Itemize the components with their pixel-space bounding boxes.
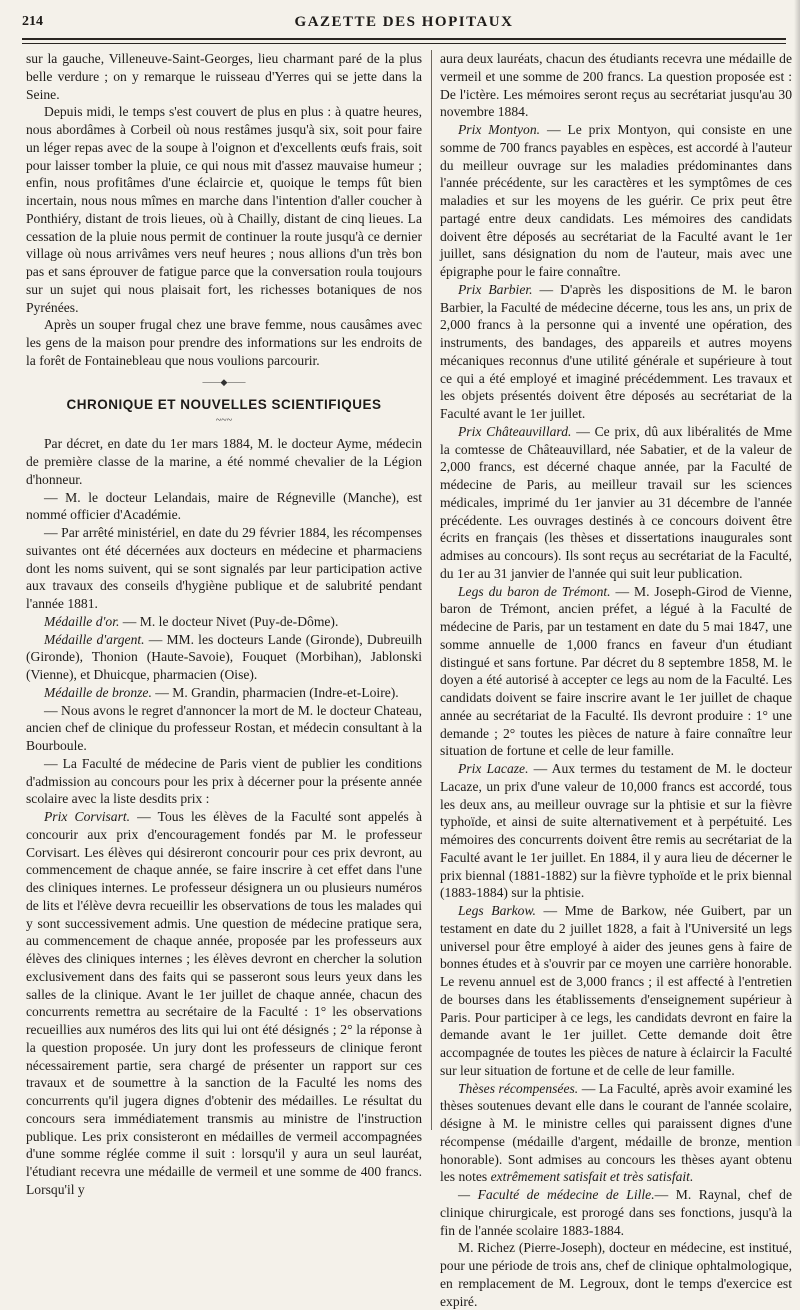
italic-label: Médaille d'or. (44, 613, 120, 629)
paragraph (26, 808, 422, 1199)
paragraph: Depuis midi, le temps s'est couvert de plus en plus : à quatre heures, nous abordâmes à Corbeil où nous restâmes jusqu'à six, soit pour faire un léger repas avec de la soupe à l'oignon et d'excellents œufs frais, soit pour laisser tomber la pluie, ce qui nous mit d'assez mauvaise humeur ; enfin, nous profitâmes d'une éclaircie et, quoique le temps fût bien incertain, nous nous mîmes en marche dans l'intention d'aller coucher à Ponthiéry, distant de trois lieues, où à Chailly, distant de cinq lieues. La cessation de la pluie nous permit de continuer la route jusqu'à ce dernier village où nous arrivâmes vers neuf heures ; nous allions d'un très bon pas et sans éprouver de fatigue parce que la conversation roula toujours sur un sujet qui nous plaisait fort, les richesses botaniques de nos Pyrénées. (26, 104, 422, 315)
paragraph (26, 684, 422, 702)
italic-label: Prix Montyon. (458, 122, 541, 137)
paragraph: — M. le docteur Lelandais, maire de Régneville (Manche), est nommé officier d'Académie. (26, 489, 422, 523)
section-ornament: ——◆—— (202, 376, 246, 387)
paragraph (26, 613, 422, 631)
page-edge-shadow (794, 0, 800, 1146)
paragraph (440, 583, 792, 761)
italic-label: Prix Corvisart. (44, 809, 131, 824)
paragraph-text: — D'après les dispositions de M. le baron Barbier, la Faculté de médecine décerne, tous les ans, un prix de 2,000 francs à la personne qui a inventé une opération, des instruments, des bandages, des appareils et autres moyens mécaniques reconnus d'une utilité générale et supérieure à tout ce qui a été employé et imaginé précédemment. Les travaux et les objets présentés doivent être déposés au secrétariat de la Faculté avant le 1er juillet. (440, 281, 793, 421)
italic-label: Médaille de bronze. (44, 684, 152, 700)
paragraph: Par décret, en date du 1er mars 1884, M. le docteur Ayme, médecin de première classe de la marine, a été nommé chevalier de la Légion d'honneur. (26, 436, 422, 487)
paragraph-text: — Mme de Barkow, née Guibert, par un testament en date du 2 juillet 1828, a fait à l'Université un legs universel pour être employé à aider des jeunes gens à faire de bonnes études et à s'ouvrir par ce moyen une carrière honorable. Le revenu annuel est de 3,000 francs ; il est affecté à l'entretien de bourses dans les établissements d'enseignement supérieur à Paris. Pour participer à ce legs, les candidats devront en faire la demande avant le 1er juillet. Cette demande doit être accompagnée de toutes les pièces de nature à éclaircir la Faculté sur leur situation de fortune et de celle de leur famille. (440, 903, 792, 1078)
header-rule-thin (22, 43, 786, 44)
section-title: CHRONIQUE ET NOUVELLES SCIENTIFIQUES (66, 396, 382, 412)
italic-label: Legs Barkow. (458, 903, 536, 918)
paragraph-text: — Aux termes du testament de M. le docteur Lacaze, un prix d'une valeur de 10,000 francs est accordé, tous les deux ans, au meilleur ouvrage sur la phtisie et sur la fièvre typhoïde, et ainsi de suite alternativement et à perpétuité. Les mémoires des concurrents doivent être remis au secrétariat de la Faculté avant le 1er juillet. En 1884, il y aura lieu de décerner le prix biennal (1881-1882) sur la fièvre typhoïde et le prix biennal (1883-1884) sur la phtisie. (440, 761, 792, 901)
paragraph (440, 281, 792, 423)
italic-label: Prix Barbier. (458, 281, 533, 297)
title-ornament: ~~~ (215, 415, 233, 427)
paragraph: Après un souper frugal chez une brave femme, nous causâmes avec les gens de la maison pour prendre des informations sur les endroits de la forêt de Fontainebleau que nous voulions parcourir. (26, 317, 422, 368)
paragraph (440, 902, 792, 1080)
paragraph-text: — La Faculté, après avoir examiné les thèses soutenues devant elle dans le courant de l'année scolaire, désigne à M. le ministre celles qui paraissent dignes d'une récompense (médaille d'argent, médaille de bronze, mention honorable). Sont admises au concours les thèses ayant obtenu les notes (440, 1080, 792, 1185)
paragraph-text: — M. Joseph-Girod de Vienne, baron de Trémont, ancien préfet, a légué à la Faculté de médecine de Paris, par un testament en date du 5 mai 1847, une somme annuelle de 1,000 francs en faveur d'un étudiant distingué et sans fortune. Par décret du 8 septembre 1858, M. le doyen a été autorisé à accepter ce legs au nom de la Faculté. Les candidats doivent se faire inscrire avant le 1er juillet de chaque année au secrétariat de la Faculté. Ils devront produire : 1° une demande ; 2° toutes les pièces de nature à faire connaître leur situation de fortune et celle de leur famille. (440, 583, 792, 759)
italic-text: extrêmement satisfait et très satisfait. (490, 1169, 694, 1185)
paragraph: M. Richez (Pierre-Joseph), docteur en médecine, est institué, pour une période de trois ans, chef de clinique ophtalmologique, en remplacement de M. Legroux, dont le temps d'exercice est expiré. (440, 1240, 792, 1309)
paragraph: — La Faculté de médecine de Paris vient de publier les conditions d'admission au concours pour les prix à décerner pour la présente année scolaire avec la liste desdits prix : (26, 755, 422, 807)
paragraph-text: — M. Grandin, pharmacien (Indre-et-Loire). (151, 684, 399, 700)
paragraph (440, 760, 792, 902)
column-divider (431, 50, 432, 1130)
paragraph-text: — Ce prix, dû aux libéralités de Mme la comtesse de Châteauvillard, née Sabatier, et de la valeur de 2,000 francs, est décerné chaque année, par la Faculté de médecine de Paris, au meilleur travail sur les sciences médicales, imprimé du 1er janvier au 31 décembre de l'année précédente. Les ouvrages destinés à ce concours doivent être écrits en français (les thèses et dissertations inaugurales sont admises au concours). Ils sont reçus au secrétariat de la Faculté, du 1er au 31 janvier de l'année qui suit leur publication. (440, 423, 792, 581)
italic-label: Thèses récompensées. (458, 1080, 579, 1096)
italic-label: Legs du baron de Trémont. (458, 583, 611, 599)
header-rule (22, 38, 786, 40)
paragraph-text: — M. le docteur Nivet (Puy-de-Dôme). (119, 613, 339, 629)
paragraph: sur la gauche, Villeneuve-Saint-Georges, lieu charmant paré de la plus belle verdure ; on y remarque le ruisseau d'Yerres qui se jette dans la Seine. (26, 51, 422, 102)
running-title: GAZETTE DES HOPITAUX (294, 14, 514, 30)
paragraph (440, 1080, 792, 1187)
paragraph: — Par arrêté ministériel, en date du 29 février 1884, les récompenses suivantes ont été décernées aux docteurs en médecine et pharmaciens dont les noms suivent, qui se sont signalés par leur participation active aux travaux des conseils d'hygiène publique et de salubrité pendant l'année 1881. (26, 525, 422, 611)
italic-label: — Faculté de médecine de Lille. (458, 1187, 655, 1202)
paragraph-text: — M. Raynal, chef de clinique chirurgicale, est prorogé dans ses fonctions, jusqu'à la fin de l'année scolaire 1883-1884. (440, 1187, 792, 1238)
paragraph (26, 631, 422, 684)
italic-label: Médaille d'argent. (44, 631, 145, 647)
italic-label: Prix Lacaze. (458, 761, 529, 776)
page-header (22, 12, 786, 38)
page-number: 214 (22, 14, 43, 29)
paragraph (440, 423, 792, 583)
paragraph: — Nous avons le regret d'annoncer la mort de M. le docteur Chateau, ancien chef de clinique du professeur Rostan, et médecin consultant à la Bourboule. (26, 702, 422, 753)
right-column (440, 50, 792, 1310)
paragraph (440, 1186, 792, 1239)
paragraph: aura deux lauréats, chacun des étudiants recevra une médaille de vermeil et une somme de 200 francs. La question proposée est : De l'ictère. Les mémoires seront reçus au secrétariat jusqu'au 30 novembre 1884. (440, 51, 792, 120)
italic-label: Prix Châteauvillard. (458, 423, 572, 439)
paragraph-text: — Tous les élèves de la Faculté sont appelés à concourir aux prix d'encouragement fondés par M. le professeur Corvisart. Les élèves qui désireront concourir pour ces prix devront, au commencement de chaque année, se faire inscrire à cet effet dans l'une des cliniques internes. Le professeur désignera un ou plusieurs numéros de lits et l'élève devra recueillir les observations de tous les malades qui y sont successivement admis. Une question de médecine pratique sera, au commencement de chaque année, proposée par les professeurs aux élèves des cliniques internes ; les élèves devront en chercher la solution exclusivement dans des faits qui se passeront sous leurs yeux dans les salles de la clinique. Avant le 1er juillet de chaque année, chacun des concurrents remettra au secrétaire de la Faculté : 1° les observations recueillies aux numéros des lits qui lui ont été désignés ; 2° la réponse à la question proposée. Un jury dont les professeurs de clinique feront nécessairement partie, sera chargé de présenter un rapport sur ces travaux et de soumettre à la sanction de la Faculté les noms des concurrents qu'il jugera dignes d'obtenir des médailles. Le résultat du concours sera immédiatement transmis au ministre de l'instruction publique. Les prix consisteront en médailles de vermeil accompagnées d'une somme réglée comme il suit : lorsqu'il y aura un seul lauréat, l'étudiant recevra une médaille de vermeil et une somme de 400 francs. Lorsqu'il y (26, 809, 422, 1197)
paragraph-text: — Le prix Montyon, qui consiste en une somme de 700 francs payables en espèces, est accordé à l'auteur du meilleur ouvrage sur les maladies prédominantes dans l'année précédente, sur les caractères et les symptômes de ces maladies et sur les moyens de les guérir. Ce prix peut être partagé entre deux candidats. Les mémoires des candidats doivent être déposés au secrétariat de la Faculté avant le 1er juillet, sans désignation du nom de l'auteur, mais avec une épigraphe pour le faire connaître. (440, 122, 792, 279)
paragraph (440, 121, 792, 281)
paragraph-text: — MM. les docteurs Lande (Gironde), Dubreuilh (Gironde), Thonion (Haute-Savoie), Fouquet (Morbihan), Jablonski (Vienne), et Dhuicque, pharmacien (Oise). (26, 631, 422, 682)
left-column (26, 50, 422, 1199)
